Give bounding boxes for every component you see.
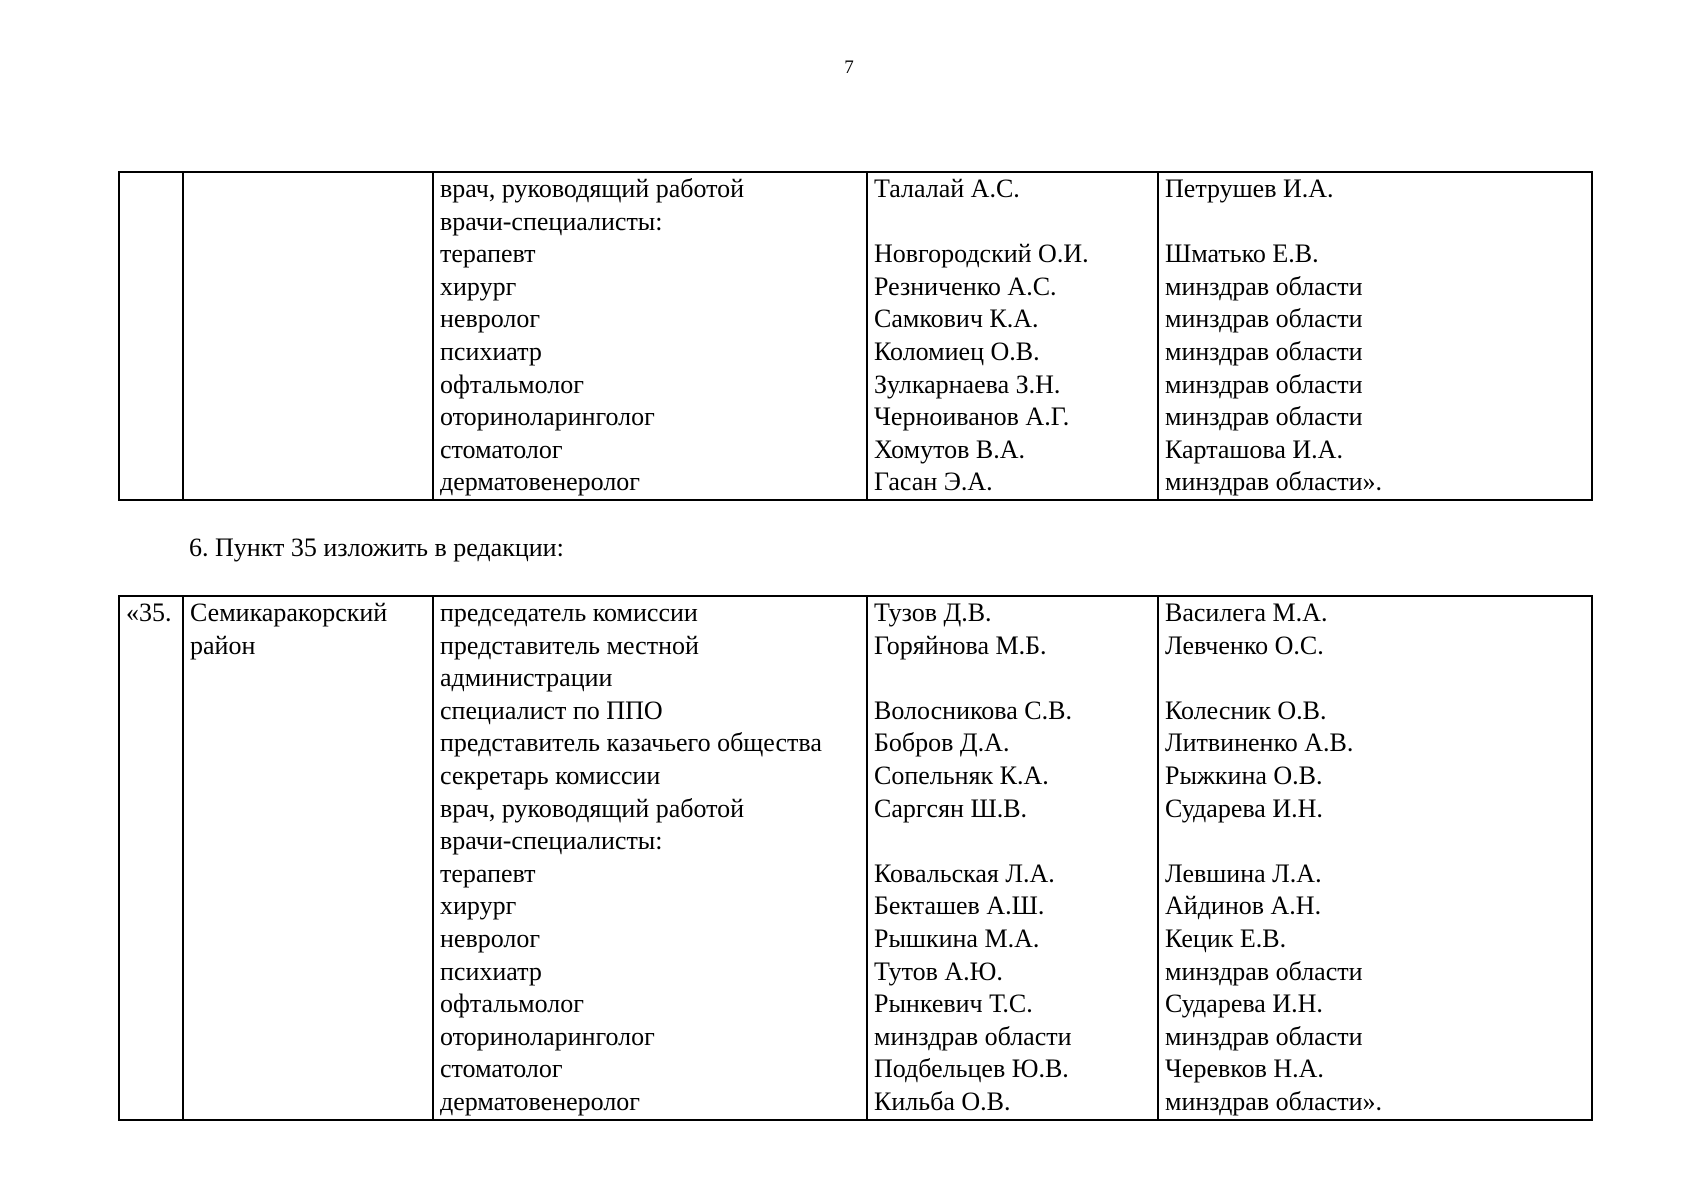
reserve-member-name: Колесник О.В. (1165, 695, 1327, 725)
amendment-paragraph: 6. Пункт 35 изложить в редакции: (189, 533, 564, 562)
role-cell (433, 596, 867, 1120)
item-number (126, 760, 176, 793)
role-label: представитель местной (440, 630, 699, 660)
district-name (190, 336, 426, 369)
reserve-member-name: Сударева И.Н. (1165, 793, 1323, 823)
role-label: хирург (440, 271, 517, 301)
item-number (126, 727, 176, 760)
item-number (126, 956, 176, 989)
district-name (190, 1053, 426, 1086)
role-label: офтальмолог (440, 369, 584, 399)
district-name (190, 173, 426, 206)
district-name (190, 401, 426, 434)
member-name: Волосникова С.В. (874, 695, 1072, 725)
role-label: стоматолог (440, 434, 563, 464)
district-name (190, 206, 426, 239)
district-name (190, 858, 426, 891)
commission-table-item-35 (118, 595, 1593, 1121)
district-name (190, 434, 426, 467)
role-label: врачи-специалисты: (440, 206, 663, 236)
reserve-member-name (1165, 206, 1585, 239)
member-name: Рышкина М.А. (874, 923, 1040, 953)
reserve-member-name: минздрав области (1165, 336, 1363, 366)
role-label: хирург (440, 891, 517, 921)
reserve-member-name: минздрав области (1165, 956, 1363, 986)
reserve-member-name: Левшина Л.А. (1165, 858, 1322, 888)
member-name: Рынкевич Т.С. (874, 989, 1033, 1019)
reserve-member-name: Шматько Е.В. (1165, 239, 1319, 269)
item-number (126, 793, 176, 826)
reserve-member-name (1165, 825, 1585, 858)
item-number-cell (119, 172, 183, 500)
role-label: представитель казачьего общества (440, 728, 822, 758)
role-label: стоматолог (440, 1054, 563, 1084)
member-name (874, 206, 1151, 239)
role-label: невролог (440, 304, 541, 334)
member-name: Горяйнова М.Б. (874, 630, 1047, 660)
member-name: минздрав области (874, 1021, 1072, 1051)
district-name (190, 369, 426, 402)
district-name (190, 988, 426, 1021)
role-label: невролог (440, 923, 541, 953)
item-number (126, 923, 176, 956)
reserve-member-name: минздрав области». (1165, 1086, 1383, 1116)
item-number (126, 988, 176, 1021)
district-name (190, 303, 426, 336)
role-label: оториноларинголог (440, 1021, 655, 1051)
district-name (190, 271, 426, 304)
role-label: врач, руководящий работой (440, 793, 745, 823)
reserve-member-name: Сударева И.Н. (1165, 989, 1323, 1019)
item-number (126, 662, 176, 695)
role-label: врачи-специалисты: (440, 826, 663, 856)
reserve-member-name: Петрушев И.А. (1165, 174, 1334, 203)
item-number (126, 1053, 176, 1086)
reserve-member-name: минздрав области (1165, 369, 1363, 399)
district-cell (183, 172, 433, 500)
item-number (126, 630, 176, 663)
district-name (190, 695, 426, 728)
item-number (126, 401, 176, 434)
item-number (126, 858, 176, 891)
reserve-member-name: минздрав области (1165, 271, 1363, 301)
member-name: Гасан Э.А. (874, 467, 993, 497)
reserve-member-name: Литвиненко А.В. (1165, 728, 1354, 758)
item-number (126, 336, 176, 369)
reserve-member-cell (1158, 172, 1592, 500)
district-name (190, 1021, 426, 1054)
member-name: Сопельняк К.А. (874, 760, 1049, 790)
commission-table-continued (118, 171, 1593, 501)
role-label: врач, руководящий работой (440, 174, 745, 203)
role-label: председатель комиссии (440, 598, 698, 627)
district-name (190, 890, 426, 923)
reserve-member-name: Рыжкина О.В. (1165, 760, 1323, 790)
item-number-cell (119, 596, 183, 1120)
member-name: Саргсян Ш.В. (874, 793, 1028, 823)
reserve-member-name: Черевков Н.А. (1165, 1054, 1324, 1084)
member-name: Тутов А.Ю. (874, 956, 1003, 986)
reserve-member-name: минздрав области». (1165, 467, 1383, 497)
role-cell (433, 172, 867, 500)
member-name: Ковальская Л.А. (874, 858, 1055, 888)
member-name: Талалай А.С. (874, 174, 1020, 203)
district-name (190, 1086, 426, 1119)
district-name (190, 760, 426, 793)
reserve-member-name: Василега М.А. (1165, 598, 1328, 627)
role-label: секретарь комиссии (440, 760, 661, 790)
item-number (126, 238, 176, 271)
member-name: Новгородский О.И. (874, 239, 1089, 269)
reserve-member-name: Кецик Е.В. (1165, 923, 1287, 953)
district-name (190, 466, 426, 499)
role-label: терапевт (440, 858, 536, 888)
role-label: специалист по ППО (440, 695, 663, 725)
member-cell (867, 596, 1158, 1120)
member-cell (867, 172, 1158, 500)
item-number (126, 1086, 176, 1119)
district-name (190, 238, 426, 271)
item-number (126, 890, 176, 923)
district-name (190, 662, 426, 695)
item-number (126, 303, 176, 336)
district-name (190, 923, 426, 956)
member-name: Тузов Д.В. (874, 598, 992, 627)
table-row (119, 596, 1592, 1120)
district-cell (183, 596, 433, 1120)
member-name: Резниченко А.С. (874, 271, 1057, 301)
reserve-member-name: Карташова И.А. (1165, 434, 1343, 464)
reserve-member-name: Айдинов А.Н. (1165, 891, 1322, 921)
reserve-member-cell (1158, 596, 1592, 1120)
table-row (119, 172, 1592, 500)
reserve-member-name (1165, 662, 1585, 695)
item-number: «35. (126, 598, 172, 627)
item-number (126, 271, 176, 304)
member-name: Бобров Д.А. (874, 728, 1010, 758)
district-name (190, 727, 426, 760)
page-number: 7 (844, 57, 854, 78)
district-name (190, 956, 426, 989)
role-label: психиатр (440, 956, 542, 986)
role-label: дерматовенеролог (440, 1086, 640, 1116)
item-number (126, 695, 176, 728)
member-name (874, 662, 1151, 695)
role-label: администрации (440, 663, 613, 693)
item-number (126, 466, 176, 499)
member-name: Черноиванов А.Г. (874, 402, 1070, 432)
member-name (874, 825, 1151, 858)
reserve-member-name: минздрав области (1165, 1021, 1363, 1051)
role-label: офтальмолог (440, 989, 584, 1019)
item-number (126, 825, 176, 858)
item-number (126, 434, 176, 467)
member-name: Зулкарнаева З.Н. (874, 369, 1061, 399)
member-name: Хомутов В.А. (874, 434, 1026, 464)
district-name (190, 825, 426, 858)
role-label: дерматовенеролог (440, 467, 640, 497)
member-name: Подбельцев Ю.В. (874, 1054, 1069, 1084)
member-name: Бекташев А.Ш. (874, 891, 1045, 921)
district-name: район (190, 630, 256, 660)
role-label: оториноларинголог (440, 402, 655, 432)
reserve-member-name: минздрав области (1165, 304, 1363, 334)
item-number (126, 206, 176, 239)
reserve-member-name: Левченко О.С. (1165, 630, 1324, 660)
item-number (126, 1021, 176, 1054)
district-name (190, 793, 426, 826)
member-name: Коломиец О.В. (874, 336, 1040, 366)
member-name: Самкович К.А. (874, 304, 1039, 334)
reserve-member-name: минздрав области (1165, 402, 1363, 432)
item-number (126, 369, 176, 402)
role-label: психиатр (440, 336, 542, 366)
role-label: терапевт (440, 239, 536, 269)
member-name: Кильба О.В. (874, 1086, 1011, 1116)
district-name: Семикаракорский (190, 598, 388, 627)
item-number (126, 173, 176, 206)
